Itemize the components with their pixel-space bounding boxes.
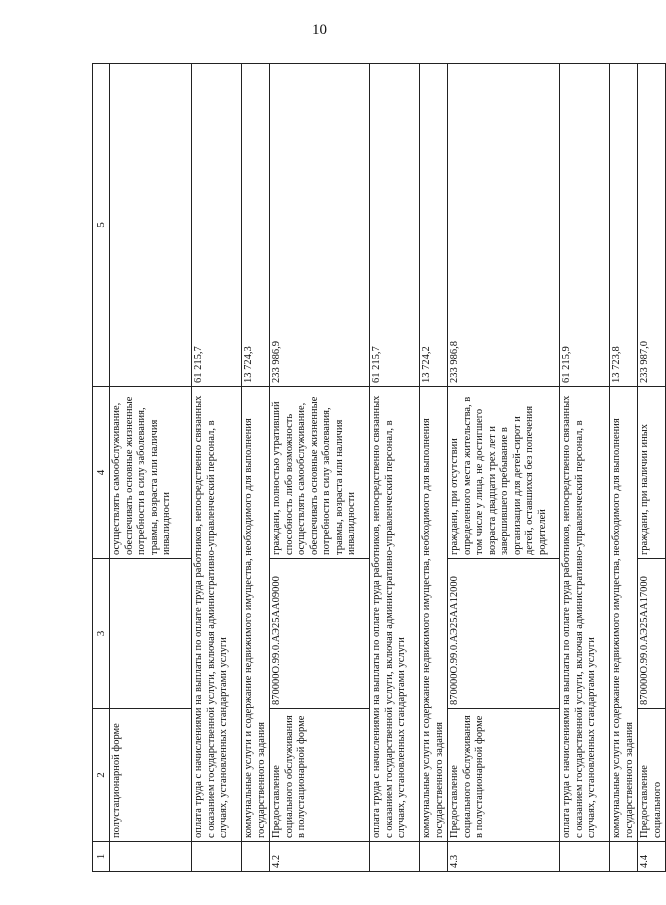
cost-description-cell: оплата труда с начислениями на выплаты по оплате труда работников, непосредственно связанных с оказанием государственной услуги, включая административно-управленческий персонал, в случаях, установленных стандартами услуги	[192, 387, 242, 842]
cost-row	[420, 64, 448, 872]
page-number: 10	[312, 22, 327, 38]
service-row	[638, 64, 666, 872]
row-number-cell: 4.4	[638, 842, 666, 872]
value-cell: 61 215,7	[192, 64, 242, 387]
value-cell: 61 215,9	[560, 64, 610, 387]
cost-table	[92, 63, 666, 872]
header-cell: 4	[93, 387, 110, 559]
recipient-category-cell: граждани, полностью утративший способность либо возможность осуществлять самообслуживание, обеспечивать основные жизненные потребности в силу заболевания, травмы, возраста или наличия инвалидности	[270, 387, 370, 559]
row-number-cell	[560, 842, 610, 872]
row-number-cell	[420, 842, 448, 872]
service-name-cell: Предоставление социального	[638, 709, 666, 842]
cost-description-cell: коммунальные услуги и содержание недвижимого имущества, необходимого для выполнения государственного задания	[610, 387, 638, 842]
header-cell: 3	[93, 559, 110, 709]
cost-description-cell: коммунальные услуги и содержание недвижимого имущества, необходимого для выполнения государственного задания	[242, 387, 270, 842]
value-cell: 233 987,0	[638, 64, 666, 387]
row-number-cell	[242, 842, 270, 872]
row-number-cell: 4.3	[448, 842, 560, 872]
row-number-cell: 4.2	[270, 842, 370, 872]
header-row	[93, 64, 110, 872]
header-cell: 1	[93, 842, 110, 872]
service-code-cell: 870000О.99.0.АЭ25АА09000	[270, 559, 370, 709]
cost-row	[560, 64, 610, 872]
service-code-cell: 870000О.99.0.АЭ25АА17000	[638, 559, 666, 709]
recipient-category-cell: граждани, при наличии иных	[638, 387, 666, 559]
value-cell: 13 723,8	[610, 64, 638, 387]
recipient-category-cell: осуществлять самообслуживание, обеспечивать основные жизненные потребности в силу заболевания, травмы, возраста или наличия инвалидности	[110, 387, 192, 559]
row-number-cell	[192, 842, 242, 872]
rotated-table-container	[92, 64, 663, 872]
service-name-cell: Предоставление социального обслуживания в полустационарной форме	[270, 709, 370, 842]
service-name-cell: Предоставление социального обслуживания в полустационарной форме	[448, 709, 560, 842]
service-code-cell	[110, 559, 192, 709]
cost-row	[192, 64, 242, 872]
service-row	[110, 64, 192, 872]
service-name-cell: полустационарной форме	[110, 709, 192, 842]
value-cell	[110, 64, 192, 387]
row-number-cell	[370, 842, 420, 872]
recipient-category-cell: граждани, при отсутствии определенного места жительства, в том числе у лица, не достигшего возраста двадцати трех лет и завершившего пребывание в организации для детей-сирот и детей, оставшихся без попечения родителей	[448, 387, 560, 559]
row-number-cell	[110, 842, 192, 872]
value-cell: 61 215,7	[370, 64, 420, 387]
service-code-cell: 870000О.99.0.АЭ25АА12000	[448, 559, 560, 709]
cost-description-cell: коммунальные услуги и содержание недвижимого имущества, необходимого для выполнения государственного задания	[420, 387, 448, 842]
header-cell: 5	[93, 64, 110, 387]
cost-description-cell: оплата труда с начислениями на выплаты по оплате труда работников, непосредственно связанных с оказанием государственной услуги, включая административно-управленческий персонал, в случаях, установленных стандартами услуги	[560, 387, 610, 842]
service-row	[270, 64, 370, 872]
cost-row	[242, 64, 270, 872]
value-cell: 13 724,3	[242, 64, 270, 387]
value-cell: 233 986,9	[270, 64, 370, 387]
header-cell: 2	[93, 709, 110, 842]
value-cell: 13 724,2	[420, 64, 448, 387]
value-cell: 233 986,8	[448, 64, 560, 387]
service-row	[448, 64, 560, 872]
cost-row	[370, 64, 420, 872]
cost-row	[610, 64, 638, 872]
cost-description-cell: оплата труда с начислениями на выплаты по оплате труда работников, непосредственно связанных с оказанием государственной услуги, включая административно-управленческий персонал, в случаях, установленных стандартами услуги	[370, 387, 420, 842]
row-number-cell	[610, 842, 638, 872]
